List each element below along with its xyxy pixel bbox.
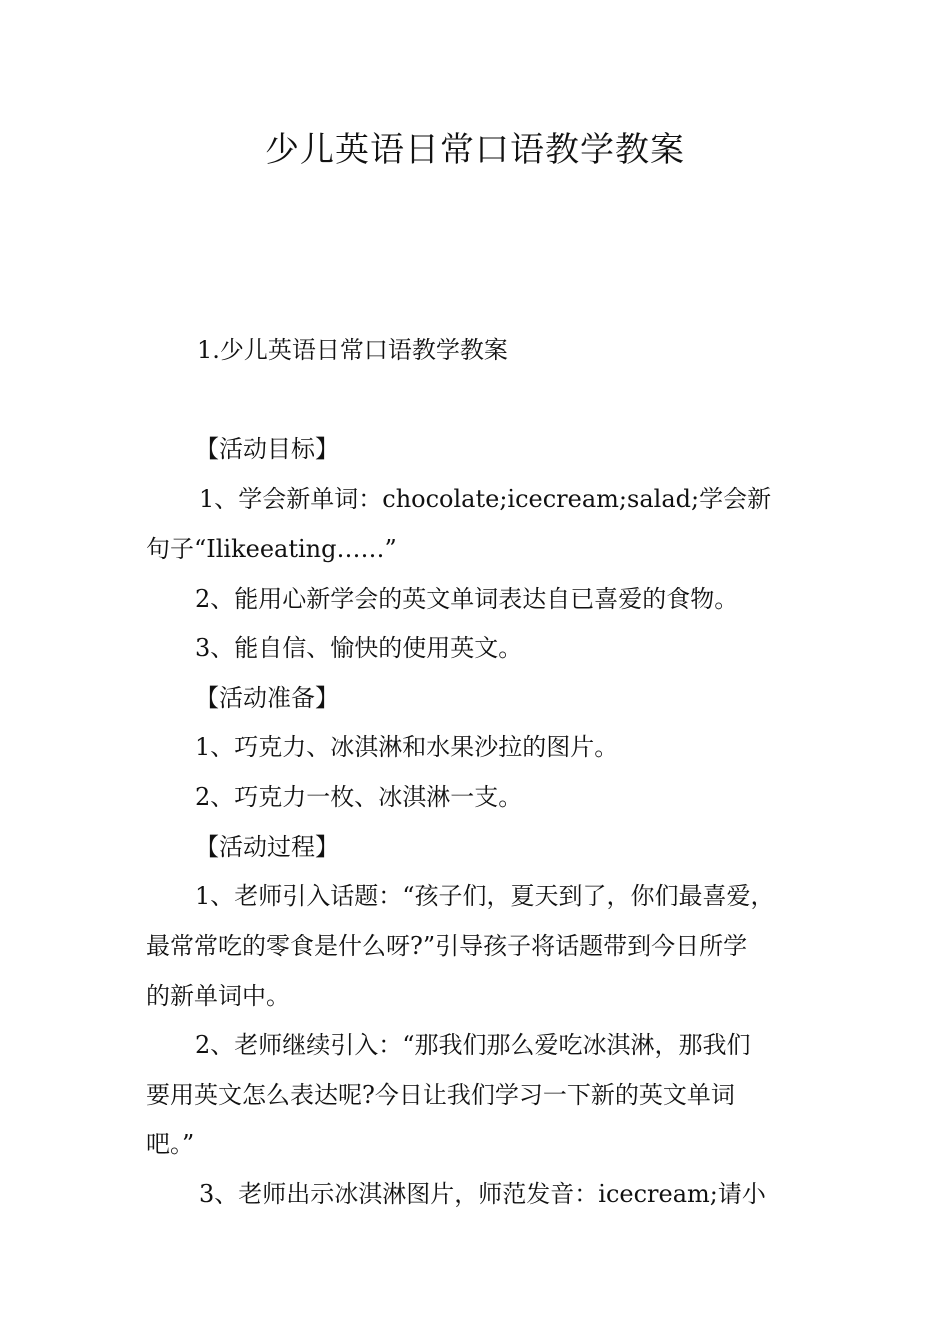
paragraph-line: 吧。” — [146, 1130, 195, 1158]
paragraph-line: 要用英文怎么表达呢?今日让我们学习一下新的英文单词 — [146, 1081, 735, 1109]
paragraph-line: 2、老师继续引入：“那我们那么爱吃冰淇淋，那我们 — [195, 1031, 751, 1059]
paragraph-line: 2、能用心新学会的英文单词表达自已喜爱的食物。 — [195, 585, 739, 613]
heading-activity-process: 【活动过程】 — [195, 833, 339, 861]
document-title: 少儿英语日常口语教学教案 — [265, 130, 685, 170]
paragraph-line: 3、老师出示冰淇淋图片，师范发音：icecream;请小 — [199, 1180, 766, 1208]
section-heading: 1.少儿英语日常口语教学教案 — [197, 336, 508, 364]
paragraph-line: 1、老师引入话题：“孩子们，夏天到了，你们最喜爱， — [195, 882, 775, 910]
paragraph-line: 1、巧克力、冰淇淋和水果沙拉的图片。 — [195, 733, 619, 761]
heading-activity-preparation: 【活动准备】 — [195, 684, 339, 712]
paragraph-line: 3、能自信、愉快的使用英文。 — [195, 634, 523, 662]
heading-activity-goals: 【活动目标】 — [195, 435, 339, 463]
paragraph-line: 1、学会新单词：chocolate;icecream;salad;学会新 — [199, 485, 772, 513]
paragraph-line: 的新单词中。 — [146, 982, 290, 1010]
paragraph-line: 句子“Ilikeeating……” — [146, 535, 397, 563]
paragraph-line: 2、巧克力一枚、冰淇淋一支。 — [195, 783, 523, 811]
paragraph-line: 最常常吃的零食是什么呀?”引导孩子将话题带到今日所学 — [146, 932, 748, 960]
